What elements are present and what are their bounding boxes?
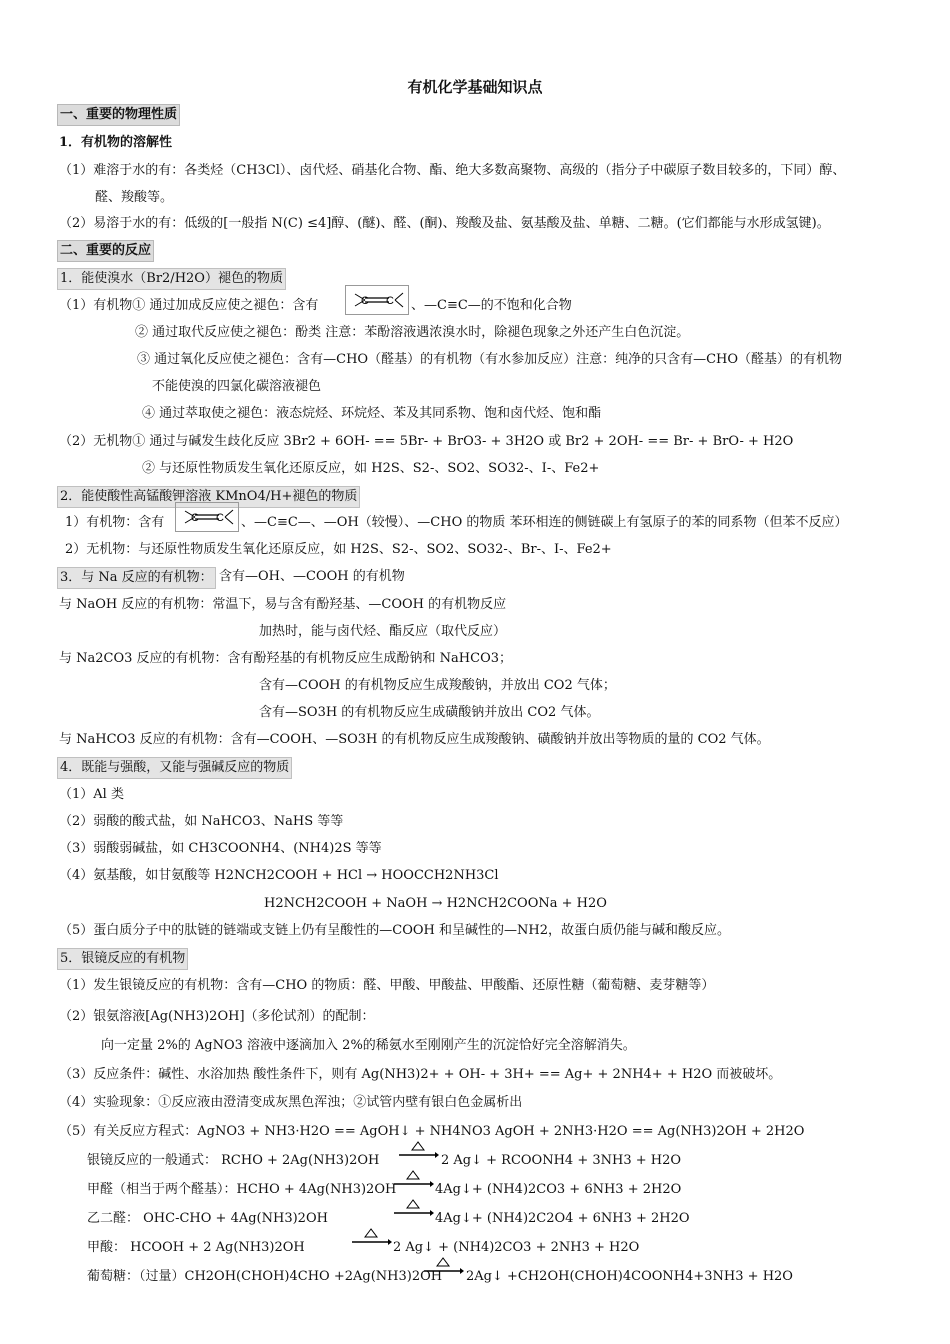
equation-right: 4Ag↓+ (NH4)2CO3 + 6NH3 + 2H2O bbox=[435, 1182, 682, 1197]
text-line: （3）反应条件：碱性、水浴加热 酸性条件下，则有 Ag(NH3)2+ + OH- + 3H+ == Ag+ + 2NH4+ + H2O 而被破坏。 bbox=[59, 1067, 782, 1082]
text-line: （4）氨基酸，如甘氨酸等 H2NCH2COOH + HCl → HOOCCH2NH3Cl bbox=[59, 868, 499, 883]
section-heading-reactions: 二、重要的反应 bbox=[57, 240, 154, 262]
equation-right: 4Ag↓+ (NH4)2C2O4 + 6NH3 + 2H2O bbox=[435, 1211, 690, 1226]
text-line: 、—C≡C—的不饱和化合物 bbox=[411, 298, 572, 313]
text-line: （2）易溶于水的有：低级的[一般指 N(C) ≤4]醇、(醚)、醛、(酮)、羧酸及盐、氨基酸及盐、单糖、二糖。(它们都能与水形成氢键)。 bbox=[59, 216, 830, 231]
text-line: 与 NaHCO3 反应的有机物：含有—COOH、—SO3H 的有机物反应生成羧酸钠、磺酸钠并放出等物质的量的 CO2 气体。 bbox=[59, 732, 770, 747]
subheading-amphoteric: 4．既能与强酸，又能与强碱反应的物质 bbox=[57, 757, 292, 779]
text-line: 含有—SO3H 的有机物反应生成磺酸钠并放出 CO2 气体。 bbox=[259, 705, 600, 720]
text-line: 与 NaOH 反应的有机物：常温下，易与含有酚羟基、—COOH 的有机物反应 bbox=[59, 597, 507, 612]
heating-arrow-icon bbox=[422, 1256, 464, 1278]
text-line: ④ 通过萃取使之褪色：液态烷烃、环烷烃、苯及其同系物、饱和卤代烃、饱和酯 bbox=[142, 406, 602, 421]
text-line: （2）弱酸的酸式盐，如 NaHCO3、NaHS 等等 bbox=[59, 814, 344, 829]
text-line: （3）弱酸弱碱盐，如 CH3COONH4、(NH4)2S 等等 bbox=[59, 841, 382, 856]
svg-text:C: C bbox=[386, 295, 394, 307]
subheading-kmno4: 2．能使酸性高锰酸钾溶液 KMnO4/H+褪色的物质 bbox=[57, 486, 360, 508]
subheading-solubility: 1．有机物的溶解性 bbox=[59, 135, 173, 150]
alkene-structure-icon bbox=[175, 502, 239, 532]
text-line: （1）发生银镜反应的有机物：含有—CHO 的物质：醛、甲酸、甲酸盐、甲酸酯、还原性糖（葡萄糖、麦芽糖等） bbox=[59, 978, 715, 993]
heating-arrow-icon bbox=[397, 1140, 439, 1162]
equation-right: 2 Ag↓ + RCOONH4 + 3NH3 + H2O bbox=[441, 1153, 682, 1168]
text-line: （2）无机物① 通过与碱发生歧化反应 3Br2 + 6OH- == 5Br- + BrO3- + 3H2O 或 Br2 + 2OH- == Br- + BrO- + H2O bbox=[59, 434, 794, 449]
text-line: ③ 通过氧化反应使之褪色：含有—CHO（醛基）的有机物（有水参加反应）注意：纯净的只含有—CHO（醛基）的有机物 bbox=[137, 352, 843, 367]
svg-text:C: C bbox=[216, 512, 224, 524]
text-line: （5）蛋白质分子中的肽链的链端或支链上仍有呈酸性的—COOH 和呈碱性的—NH2，故蛋白质仍能与碱和酸反应。 bbox=[59, 923, 730, 938]
equation-left: 甲醛（相当于两个醛基）：HCHO + 4Ag(NH3)2OH bbox=[87, 1182, 397, 1197]
svg-text:C: C bbox=[191, 512, 199, 524]
text-line: 加热时，能与卤代烃、酯反应（取代反应） bbox=[259, 624, 507, 639]
text-line: （5）有关反应方程式：AgNO3 + NH3·H2O == AgOH↓ + NH4NO3 AgOH + 2NH3·H2O == Ag(NH3)2OH + 2H2O bbox=[59, 1124, 805, 1139]
equation-left: 银镜反应的一般通式： RCHO + 2Ag(NH3)2OH bbox=[87, 1153, 380, 1168]
text-line: 1）有机物：含有 bbox=[65, 515, 165, 530]
text-line: 含有—OH、—COOH 的有机物 bbox=[219, 569, 405, 584]
text-line: 、—C≡C—、—OH（较慢）、—CHO 的物质 苯环相连的侧链碳上有氢原子的苯的同系物（但苯不反应） bbox=[241, 515, 848, 530]
text-line: ② 与还原性物质发生氧化还原反应，如 H2S、S2-、SO2、SO32-、I-、Fe2+ bbox=[142, 461, 600, 476]
equation-right: 2Ag↓ +CH2OH(CHOH)4COONH4+3NH3 + H2O bbox=[466, 1269, 793, 1284]
text-line: H2NCH2COOH + NaOH → H2NCH2COONa + H2O bbox=[264, 896, 607, 911]
text-line: （4）实验现象：①反应液由澄清变成灰黑色浑浊；②试管内壁有银白色金属析出 bbox=[59, 1095, 523, 1110]
subheading-sodium: 3．与 Na 反应的有机物： bbox=[57, 567, 216, 589]
page-title: 有机化学基础知识点 bbox=[407, 78, 543, 96]
text-line: （1）难溶于水的有：各类烃（CH3Cl）、卤代烃、硝基化合物、酯、绝大多数高聚物、高级的（指分子中碳原子数目较多的，下同）醇、 bbox=[59, 163, 846, 178]
equation-left: 乙二醛： OHC-CHO + 4Ag(NH3)2OH bbox=[87, 1211, 328, 1226]
section-heading-physical-properties: 一、重要的物理性质 bbox=[57, 104, 180, 126]
text-line: 2）无机物：与还原性物质发生氧化还原反应，如 H2S、S2-、SO2、SO32-、Br-、I-、Fe2+ bbox=[65, 542, 612, 557]
heating-arrow-icon bbox=[392, 1169, 434, 1191]
heating-arrow-icon bbox=[350, 1227, 392, 1249]
text-line: ② 通过取代反应使之褪色：酚类 注意：苯酚溶液遇浓溴水时，除褪色现象之外还产生白色沉淀。 bbox=[135, 325, 690, 340]
alkene-structure-icon bbox=[345, 285, 409, 315]
text-line: （1）有机物① 通过加成反应使之褪色：含有 bbox=[59, 298, 319, 313]
text-line: 向一定量 2%的 AgNO3 溶液中逐滴加入 2%的稀氨水至刚刚产生的沉淀恰好完全溶解消失。 bbox=[101, 1038, 636, 1053]
svg-text:C: C bbox=[361, 295, 369, 307]
heating-arrow-icon bbox=[392, 1198, 434, 1220]
equation-right: 2 Ag↓ + (NH4)2CO3 + 2NH3 + H2O bbox=[393, 1240, 640, 1255]
text-line: （1）Al 类 bbox=[59, 787, 124, 802]
subheading-silver-mirror: 5．银镜反应的有机物 bbox=[57, 948, 188, 970]
equation-left: 葡萄糖：（过量）CH2OH(CHOH)4CHO +2Ag(NH3)2OH bbox=[87, 1269, 443, 1284]
text-line: 不能使溴的四氯化碳溶液褪色 bbox=[152, 379, 322, 394]
text-line: 醛、羧酸等。 bbox=[95, 190, 174, 205]
equation-left: 甲酸： HCOOH + 2 Ag(NH3)2OH bbox=[87, 1240, 305, 1255]
text-line: （2）银氨溶液[Ag(NH3)2OH]（多伦试剂）的配制： bbox=[59, 1009, 375, 1024]
text-line: 含有—COOH 的有机物反应生成羧酸钠，并放出 CO2 气体； bbox=[259, 678, 616, 693]
text-line: 与 Na2CO3 反应的有机物：含有酚羟基的有机物反应生成酚钠和 NaHCO3； bbox=[59, 651, 513, 666]
subheading-bromine-water: 1．能使溴水（Br2/H2O）褪色的物质 bbox=[57, 268, 286, 290]
